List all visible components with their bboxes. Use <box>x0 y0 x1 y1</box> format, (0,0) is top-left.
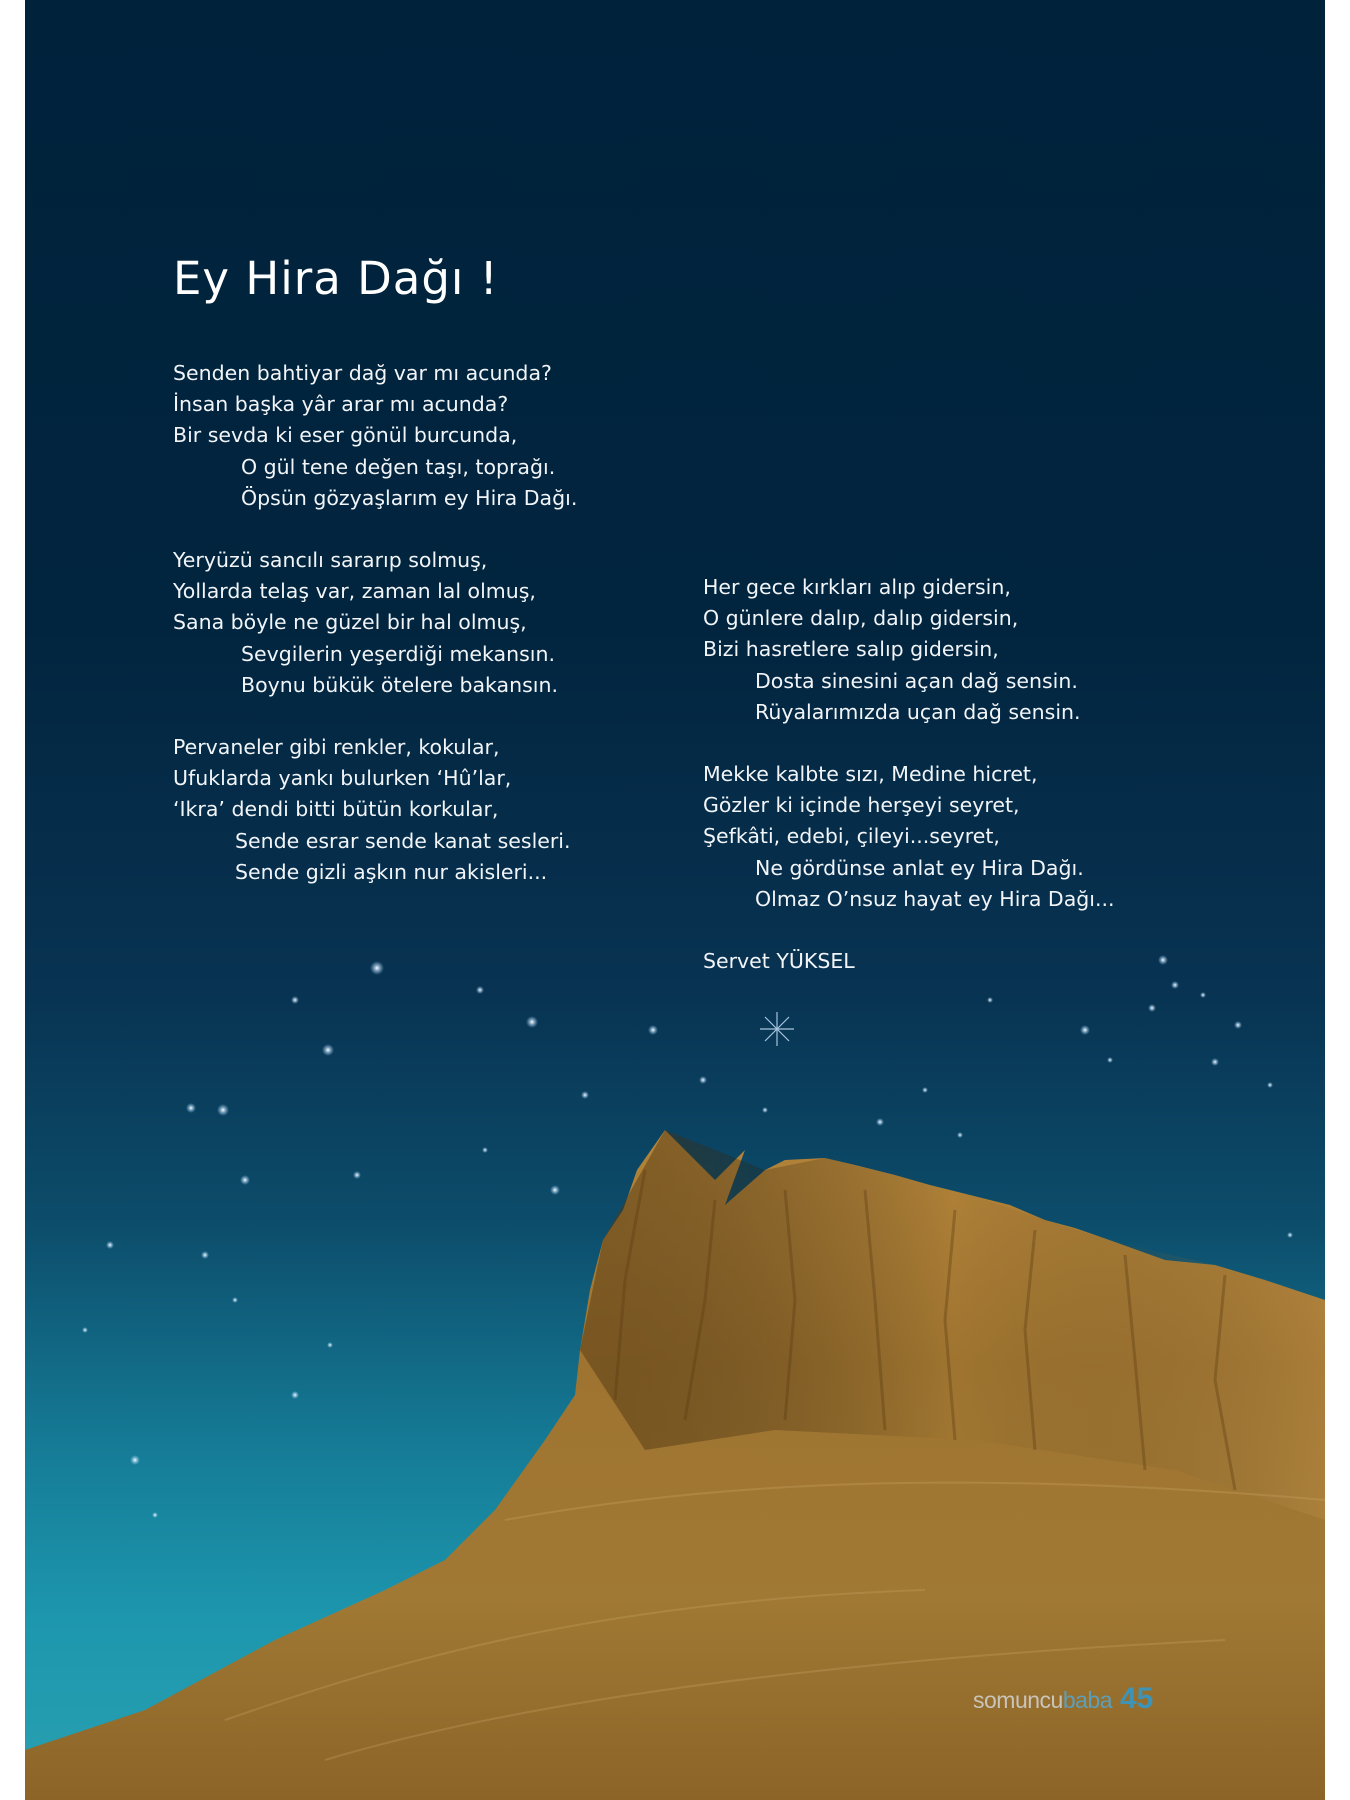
magazine-logo-accent: baba <box>1062 1687 1112 1713</box>
stanza <box>703 572 1263 728</box>
poem-line: Sevgilerin yeşerdiği mekansın. <box>241 641 555 666</box>
poem-author: Servet YÜKSEL <box>703 949 855 974</box>
poem-right-column <box>703 572 1263 977</box>
poem-line: Bizi hasretlere salıp gidersin, <box>703 637 999 662</box>
page-footer <box>973 1682 1153 1716</box>
poem-line: O gül tene değen taşı, toprağı. <box>241 454 556 479</box>
poem-line: O günlere dalıp, dalıp gidersin, <box>703 606 1019 631</box>
magazine-logo <box>973 1687 1112 1713</box>
poem-line: Dosta sinesini açan dağ sensin. <box>755 668 1078 693</box>
poem-line: Öpsün gözyaşlarım ey Hira Dağı. <box>241 485 578 510</box>
poem-line: Sende esrar sende kanat sesleri. <box>235 828 571 853</box>
poem-line: Boynu bükük ötelere bakansın. <box>241 672 558 697</box>
stanza <box>173 732 733 888</box>
bright-star <box>760 1012 794 1046</box>
poem-line: Ufuklarda yankı bulurken ‘Hû’lar, <box>173 766 512 791</box>
magazine-logo-main: somuncu <box>973 1687 1063 1713</box>
magazine-page <box>25 0 1325 1800</box>
poem-line: Şefkâti, edebi, çileyi...seyret, <box>703 824 1000 849</box>
stanza <box>703 759 1263 915</box>
poem-line: Rüyalarımızda uçan dağ sensin. <box>755 699 1081 724</box>
poem-line: Olmaz O’nsuz hayat ey Hira Dağı... <box>755 886 1115 911</box>
poem-line: İnsan başka yâr arar mı acunda? <box>173 392 509 417</box>
poem-line: Yollarda telaş var, zaman lal olmuş, <box>173 579 536 604</box>
poem-line: Yeryüzü sancılı sararıp solmuş, <box>173 548 488 573</box>
page-number: 45 <box>1120 1682 1154 1715</box>
poem-line: Her gece kırkları alıp gidersin, <box>703 575 1011 599</box>
poem-line: Sana böyle ne güzel bir hal olmuş, <box>173 610 527 635</box>
poem-title: Ey Hira Dağı ! <box>173 252 499 305</box>
poem-left-column <box>173 358 733 919</box>
stanza <box>173 358 733 514</box>
poem-line: Senden bahtiyar dağ var mı acunda? <box>173 361 552 385</box>
poem-line: Ne gördünse anlat ey Hira Dağı. <box>755 855 1084 880</box>
poem-line: Gözler ki içinde herşeyi seyret, <box>703 793 1020 818</box>
poem-line: ‘Ikra’ dendi bitti bütün korkular, <box>173 797 499 822</box>
stanza <box>173 545 733 701</box>
poem-line: Bir sevda ki eser gönül burcunda, <box>173 423 518 448</box>
poem-line: Mekke kalbte sızı, Medine hicret, <box>703 762 1038 787</box>
poem-line: Pervaneler gibi renkler, kokular, <box>173 735 500 760</box>
poem-line: Sende gizli aşkın nur akisleri... <box>235 859 548 884</box>
